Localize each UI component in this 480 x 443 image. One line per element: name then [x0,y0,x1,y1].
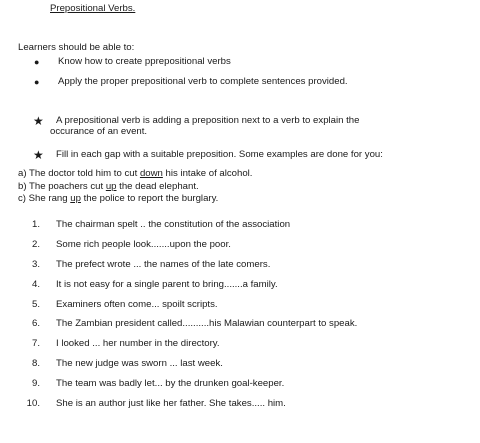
exercise-number: 6. [31,318,40,329]
star-icon: ★ [33,114,44,128]
exercise-number: 1. [31,219,40,230]
definition-line: A prepositional verb is adding a preposition next to a verb to explain the [56,115,360,126]
example-answer: down [139,168,163,179]
exercise-text: The team was badly let... by the drunken goal-keeper. [56,378,285,389]
exercise-text: I looked ... her number in the directory. [56,338,220,349]
example-line [18,181,199,193]
exercise-text: The Zambian president called..........his Malawian counterpart to speak. [56,318,358,329]
exercise-number: 5. [31,299,40,310]
instruction-text: Fill in each gap with a suitable preposition. Some examples are done for you: [56,149,383,160]
exercise-text: It is not easy for a single parent to bring.......a family. [56,279,278,290]
exercise-number: 10. [26,398,40,409]
exercise-number: 9. [31,378,40,389]
exercise-text: The chairman spelt .. the constitution of the association [56,219,291,230]
star-icon: ★ [33,148,44,162]
exercise-text: The new judge was sworn ... last week. [56,358,223,369]
objective-item: Apply the proper prepositional verb to complete sentences provided. [58,76,348,87]
exercise-number: 4. [31,279,40,290]
exercise-text: Examiners often come... spoilt scripts. [56,299,218,310]
example-before: c) She rang [18,193,71,204]
example-answer: up [70,193,81,204]
example-before: a) The doctor told him to cut [18,168,140,179]
exercise-number: 7. [31,338,40,349]
objective-item: Know how to create pprepositional verbs [58,56,231,67]
exercise-number: 8. [31,358,40,369]
objectives-heading: Learners should be able to: [18,42,135,53]
exercise-number: 2. [31,239,40,250]
exercise-text: She is an author just like her father. She takes..... him. [56,398,286,409]
example-line [18,193,218,205]
exercise-text: Some rich people look.......upon the poor. [56,239,231,250]
example-line [18,168,252,180]
example-answer: up [105,181,117,192]
example-before: b) The poachers cut [18,181,106,192]
page-title: Prepositional Verbs. [50,3,136,14]
example-after: the dead elephant. [116,181,199,192]
example-after: his intake of alcohol. [162,168,253,179]
example-after: the police to report the burglary. [80,193,219,204]
bullet-icon: ● [34,57,40,67]
exercise-text: The prefect wrote ... the names of the late comers. [56,259,271,270]
exercise-number: 3. [31,259,40,270]
bullet-icon: ● [34,77,40,87]
definition-line: occurance of an event. [50,126,148,137]
